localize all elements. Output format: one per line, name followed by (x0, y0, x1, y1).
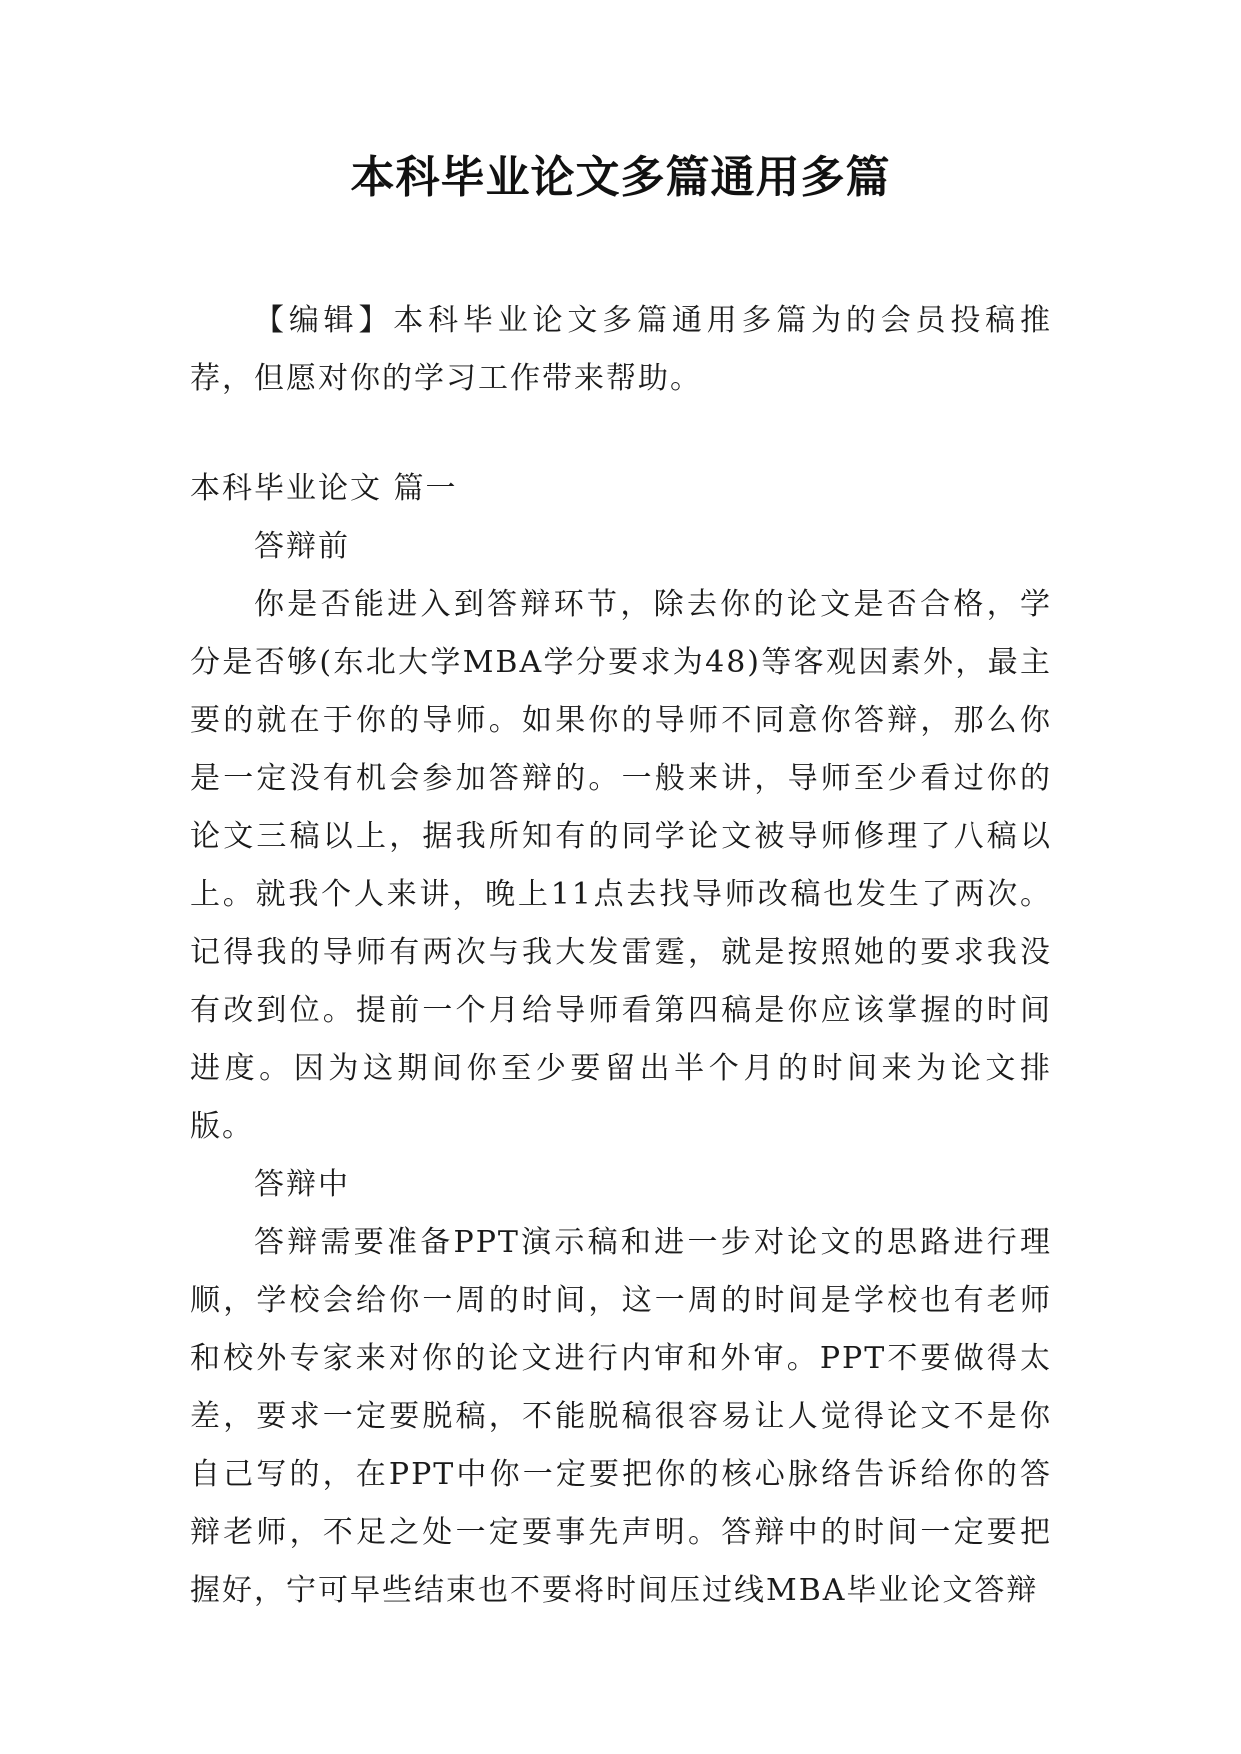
subheading-before-defense: 答辩前 (254, 529, 350, 564)
subheading-during-defense: 答辩中 (254, 1167, 350, 1202)
paragraph-before-defense: 你是否能进入到答辩环节，除去你的论文是否合格，学分是否够(东北大学MBA学分要求为48)等客观因素外，最主要的就在于你的导师。如果你的导师不同意你答辩，那么你是一定没有机会参加答辩的。一般来讲，导师至少看过你的论文三稿以上，据我所知有的同学论文被导师修理了八稿以上。就我个人来讲，晚上11点去找导师改稿也发生了两次。记得我的导师有两次与我大发雷霆，就是按照她的要求我没有改到位。提前一个月给导师看第四稿是你应该掌握的时间进度。因为这期间你至少要留出半个月的时间来为论文排版。 (190, 587, 1052, 1144)
intro-block (190, 292, 1052, 408)
paragraph-during-defense: 答辩需要准备PPT演示稿和进一步对论文的思路进行理顺，学校会给你一周的时间，这一周的时间是学校也有老师和校外专家来对你的论文进行内审和外审。PPT不要做得太差，要求一定要脱稿，不能脱稿很容易让人觉得论文不是你自己写的，在PPT中你一定要把你的核心脉络告诉给你的答辩老师，不足之处一定要事先声明。答辩中的时间一定要把握好，宁可早些结束也不要将时间压过线MBA毕业论文答辩 (190, 1225, 1052, 1608)
intro-paragraph: 【编辑】本科毕业论文多篇通用多篇为的会员投稿推荐，但愿对你的学习工作带来帮助。 (190, 303, 1052, 396)
section-heading: 本科毕业论文 篇一 (190, 471, 458, 506)
document-title: 本科毕业论文多篇通用多篇 (350, 152, 891, 203)
section-body (190, 460, 1052, 1620)
